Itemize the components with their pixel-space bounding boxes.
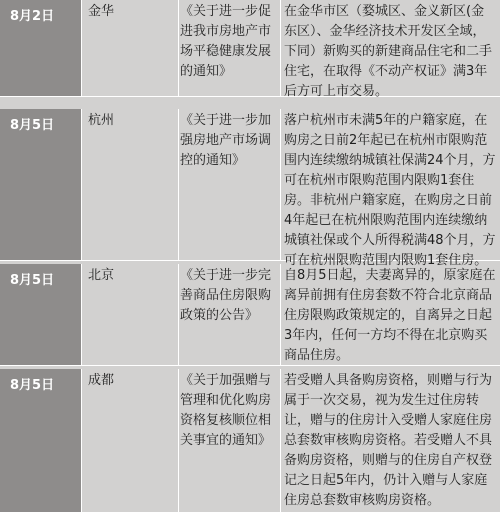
city-cell: 北京 xyxy=(88,268,115,283)
policy-cell: 自8月5日起，夫妻离异的，原家庭在离异前拥有住房套数不符合北京商品住房限购政策规定的，自离异之日起3年内，任何一方均不得在北京购买商品住房。 xyxy=(284,268,496,363)
table-row xyxy=(0,0,500,97)
date-cell: 8月5日 xyxy=(0,109,82,260)
document-cell: 《关于进一步加强房地产市场调控的通知》 xyxy=(180,113,272,168)
policy-cell: 落户杭州市未满5年的户籍家庭，在购房之日前2年起已在杭州市限购范围内连续缴纳城镇社保满24个月，方可在杭州市限购范围内限购1套住房。非杭州户籍家庭，在购房之日前4年起已在杭州限购范围内连续缴纳城镇社保或个人所得税满48个月，方可在杭州限购范围内限购1套住房。 xyxy=(284,113,496,268)
policy-cell: 若受赠人具备购房资格，则赠与行为属于一次交易，视为发生过住房转让，赠与的住房计入受赠人家庭住房总套数审核购房资格。若受赠人不具备购房资格，则赠与的住房自产权登记之日起5年内，仍计入赠与人家庭住房总套数审核购房资格。 xyxy=(284,373,493,508)
document-cell: 《关于进一步促进我市房地产市场平稳健康发展的通知》 xyxy=(180,4,272,79)
document-cell: 《关于加强赠与管理和优化购房资格复核顺位相关事宜的通知》 xyxy=(180,373,272,448)
city-cell: 杭州 xyxy=(88,113,115,128)
city-cell: 成都 xyxy=(88,373,115,388)
policy-cell: 在金华市区（婺城区、金义新区(金东区）、金华经济技术开发区全域，下同）新购买的新建商品住宅和二手住宅，在取得《不动产权证》满3年后方可上市交易。 xyxy=(284,4,493,99)
date-cell: 8月5日 xyxy=(0,369,82,512)
date-cell: 8月2日 xyxy=(0,0,82,96)
table-row xyxy=(0,264,500,366)
table-row xyxy=(0,109,500,268)
city-cell: 金华 xyxy=(88,4,115,19)
document-cell: 《关于进一步完善商品住房限购政策的公告》 xyxy=(180,268,272,323)
date-cell: 8月5日 xyxy=(0,264,82,365)
table-row xyxy=(0,369,500,512)
